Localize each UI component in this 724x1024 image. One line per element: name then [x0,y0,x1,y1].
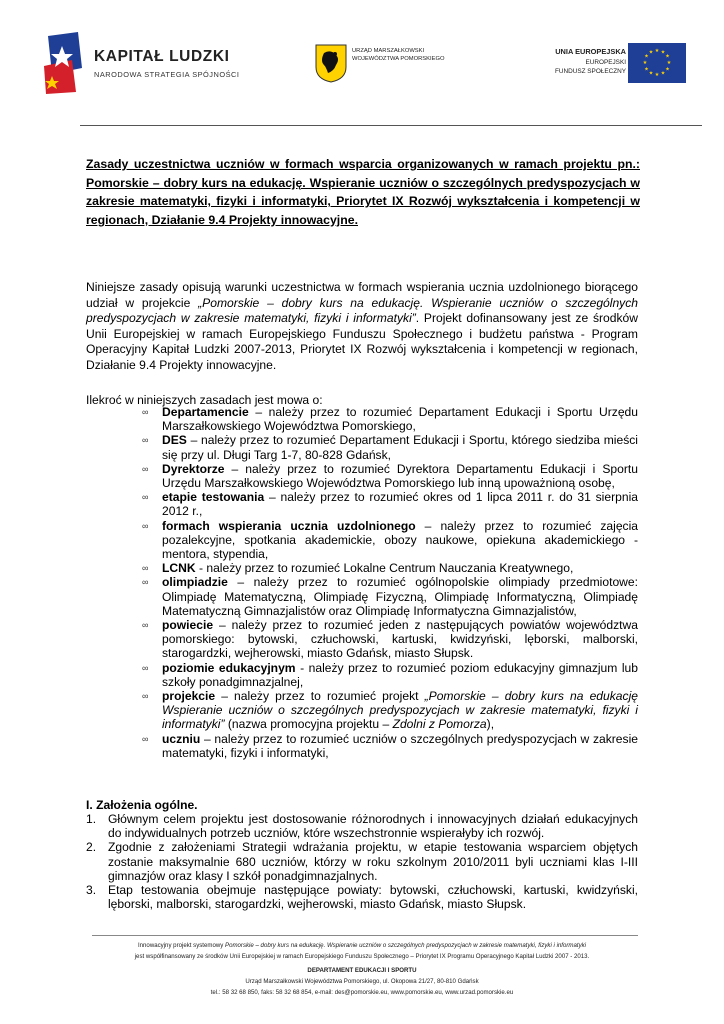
svg-text:★: ★ [644,53,649,60]
infinity-bullet-icon: ∞ [142,463,149,474]
urzad-line-1: URZĄD MARSZAŁKOWSKI [352,48,425,54]
list-item [86,883,638,911]
definition-italic: Zdolni z Pomorza [392,717,487,732]
header-divider [80,125,702,126]
svg-text:★: ★ [648,49,654,56]
intro-part-3: . Projekt dofinansowany jest ze środków Unii Europejskiej w ramach Europejskiego Funduszu Społecznego i budżetu państwa - Program Operacyjny Kapitał Ludzki 2007-2013, Priorytet IX Rozwój wykształcenia i kompetencji w regionach, Działanie 9.4 Projekty innowacyjne. [86,311,638,372]
svg-text:★: ★ [644,66,649,73]
document-title: Zasady uczestnictwa uczniów w formach wsparcia organizowanych w ramach projektu pn.: Pomorskie – dobry kurs na edukację. Wspieranie uczniów o szczególnych predyspozycjach w zakresie matematyki, fizyki i informatyki, Priorytet IX Rozwój wykształcenia i kompetencji w regionach, Działanie 9.4 Projekty innowacyjne. [86,157,640,227]
infinity-bullet-icon: ∞ [142,577,149,588]
infinity-bullet-icon: ∞ [142,733,149,744]
definition-text: – należy przez to rozumieć jeden z następujących powiatów województwa pomorskiego: bytowski, człuchowski, kartuski, kwidzyński, lęborski, malborski, starogardzki, wejherowski, miasto Gdańsk, miasto Słupsk. [162,618,638,661]
footer-project-name: Pomorskie – dobry kurs na edukację. Wspieranie uczniów o szczególnych predyspozycjach w zakresie matematyki, fizyki i informatyki [225,942,587,949]
svg-text:★: ★ [665,66,670,73]
definition-term: etapie testowania [162,490,265,505]
svg-text:★: ★ [654,72,660,78]
list-item [142,618,638,661]
pomorskie-griffin-crest-icon [314,43,348,83]
infinity-bullet-icon: ∞ [142,691,149,702]
list-item [142,732,638,760]
definition-text: ), [486,717,495,732]
definition-text: (nazwa promocyjna projektu – [224,717,393,732]
footer-divider [92,935,638,936]
definition-text: – należy przez to rozumieć ogólnopolskie olimpiady przedmiotowe: Olimpiadę Matematyczną, Olimpiadę Fizyczną, Olimpiadę Informatyczną, Olimpiadę Matematyczną Gimnazjalistów oraz Olimpiadę Informatyczna Gimnazjalistów, [162,575,638,618]
definition-text: - należy przez to rozumieć Lokalne Centrum Nauczania Kreatywnego, [195,561,574,576]
ue-line-3: FUNDUSZ SPOŁECZNY [554,68,626,75]
infinity-bullet-icon: ∞ [142,520,149,531]
infinity-bullet-icon: ∞ [142,620,149,631]
list-item [86,812,638,840]
infinity-bullet-icon: ∞ [142,563,149,574]
definition-term: projekcie [162,689,216,704]
list-item [142,689,638,732]
svg-text:★: ★ [648,70,654,77]
urzad-marszalkowski-logo [314,41,464,87]
intro-project-name: „Pomorskie – dobry kurs na edukację. Wspieranie uczniów o szczególnych predyspozycjach w zakresie matematyki, fizyki i informatyki” [86,295,639,325]
definition-term: olimpiadzie [162,575,228,590]
definitions-list [142,405,638,760]
ue-line-1: UNIA EUROPEJSKA [555,47,626,56]
list-item [142,462,638,490]
item-text: Zgodnie z założeniami Strategii wdrażania projektu, w etapie testowania wsparciem objętych zostanie maksymalnie 680 uczniów, którzy w roku szkolnym 2010/2011 byli uczniami klas I-III gimnazjów oraz klasy I szkół ponadgimnazjalnych. [108,840,638,883]
item-text: Etap testowania obejmuje następujące powiaty: bytowski, człuchowski, kartuski, kwidzyński, lęborski, malborski, starogardzki, wejherowski, miasto Gdańsk, miasto Słupsk. [108,883,638,912]
kapital-ludzki-emblem-icon [42,32,90,94]
definition-text: – należy przez to rozumieć zajęcia pozalekcyjne, spotkania akademickie, obozy naukowe, opiekuna akademickiego - mentora, stypendia, [162,518,639,562]
item-text: Głównym celem projektu jest dostosowanie różnorodnych i innowacyjnych działań edukacyjnych do indywidualnych potrzeb uczniów, które wszechstronnie wspierałyby ich rozwój. [108,812,638,841]
kapital-ludzki-logo [42,32,242,94]
list-item [86,840,638,883]
list-item [142,561,638,575]
footer-text: Innowacyjny projekt systemowy [137,942,225,949]
item-number: 1. [86,812,97,826]
intro-paragraph [86,280,638,373]
list-item [142,490,638,518]
definition-term: poziomie edukacyjnym [162,660,296,675]
definition-text: – należy przez to rozumieć uczniów o szczególnych predyspozycjach w zakresie matematyki, fizyki i informatyki, [162,731,638,760]
infinity-bullet-icon: ∞ [142,407,149,417]
definition-text: - należy przez to rozumieć poziom edukacyjny gimnazjum lub szkoły ponadgimnazjalnej, [162,660,639,689]
footer-department: DEPARTAMENT EDUKACJI I SPORTU [307,967,417,974]
definitions-intro: Ilekroć w niniejszych zasadach jest mowa o: [86,393,323,407]
definition-term: uczniu [162,731,201,746]
section-items-list [86,812,638,911]
item-number: 2. [86,840,97,855]
list-item [142,575,638,618]
svg-text:★: ★ [665,53,670,60]
unia-europejska-logo [538,41,688,87]
footer-line-2: jest współfinansowany ze środków Unii Europejskiej w ramach Europejskiego Funduszu Społecznego – Priorytet IX Programu Operacyjnego Kapitał Ludzki 2007 - 2013. [134,953,590,960]
definition-text: – należy przez to rozumieć Dyrektora Departamentu Edukacji i Sportu Urzędu Marszałkowskiego Województwa Pomorskiego lub inną upoważnioną osobę, [162,461,638,491]
footer-address: Urząd Marszałkowski Województwa Pomorskiego, ul. Okopowa 21/27, 80-810 Gdańsk [245,978,479,985]
definition-text: – należy przez to rozumieć projekt [215,689,425,704]
eu-flag-icon [628,43,686,83]
ue-line-2: EUROPEJSKI [585,59,626,66]
infinity-bullet-icon: ∞ [142,662,149,673]
svg-text:★: ★ [660,70,666,77]
definition-term: DES [162,433,187,448]
list-item [142,661,638,689]
definition-term: Departamencie [162,405,249,419]
definition-text: – należy przez to rozumieć Departament Edukacji i Sportu, którego siedziba mieści się przy ul. Długi Targ 1-7, 80-828 Gdańsk, [162,433,638,462]
kapital-ludzki-title: KAPITAŁ LUDZKI [94,48,230,65]
page-footer [60,940,664,998]
svg-text:★: ★ [660,49,666,56]
footer-line-1 [60,940,664,951]
item-number: 3. [86,883,97,898]
definition-text: – należy przez to rozumieć okres od 1 lipca 2011 r. do 31 sierpnia 2012 r., [162,490,638,519]
infinity-bullet-icon: ∞ [142,435,149,446]
definition-term: Dyrektorze [162,461,225,476]
section-heading: I. Założenia ogólne. [86,798,198,812]
definition-term: LCNK [162,561,196,576]
kapital-ludzki-subtitle: NARODOWA STRATEGIA SPÓJNOŚCI [94,70,240,79]
definition-italic: „Pomorskie – dobry kurs na edukację Wspieranie uczniów o szczególnych predyspozycjach w zakresie matematyki, fizyki i informatyki” [162,689,638,732]
intro-part-1: Niniejsze zasady opisują warunki uczestnictwa w formach wspierania ucznia uzdolnionego biorącego udział w projekcie [86,280,638,310]
list-item [142,433,638,461]
urzad-line-2: WOJEWÓDZTWA POMORSKIEGO [352,56,445,62]
footer-contact: tel.: 58 32 68 850, faks: 58 32 68 854, e-mail: des@pomorskie.eu, www.pomorskie.eu, www.urzad.pomorskie.eu [210,989,514,996]
definition-term: powiecie [162,618,214,633]
definition-text: – należy przez to rozumieć Departament Edukacji i Sportu Urzędu Marszałkowskiego Województwa Pomorskiego, [162,405,638,434]
svg-text:★: ★ [666,60,672,66]
definition-term: formach wspierania ucznia uzdolnionego [162,518,416,533]
svg-text:★: ★ [654,48,660,54]
list-item [142,405,638,433]
list-item [142,519,638,562]
infinity-bullet-icon: ∞ [142,492,149,503]
svg-text:★: ★ [642,60,648,66]
